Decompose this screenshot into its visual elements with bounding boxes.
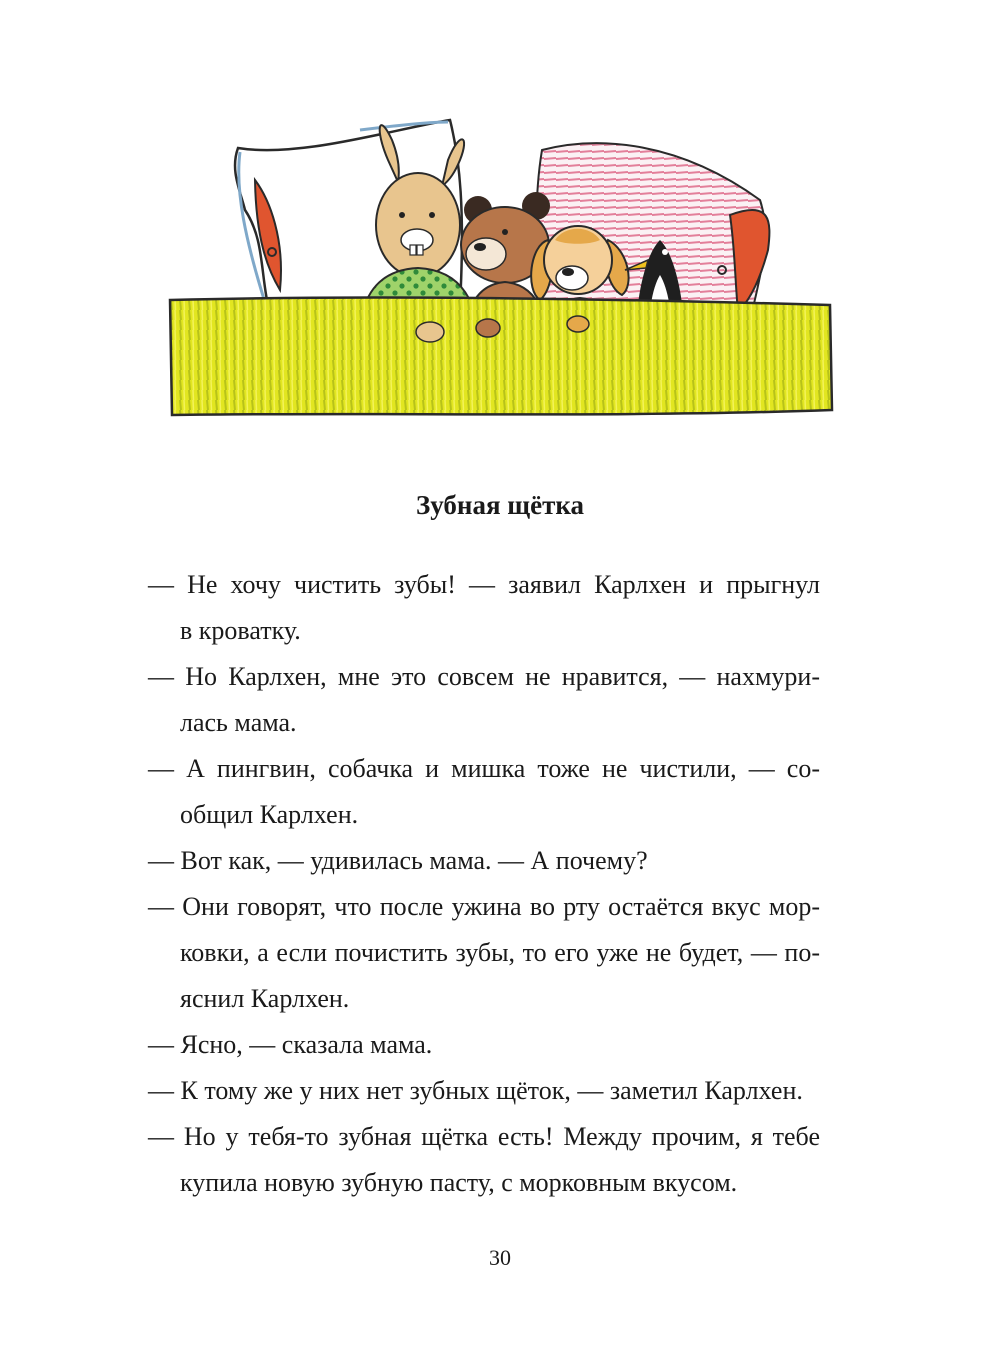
- text-line: ковки, а если почистить зубы, то его уже не будет, — по-: [180, 938, 820, 967]
- paragraph: [148, 654, 820, 746]
- paragraph: [148, 562, 820, 654]
- dog-paw: [567, 316, 589, 332]
- paragraph: [148, 884, 820, 1022]
- text-line: купила новую зубную пасту, с морковным вкусом.: [180, 1168, 738, 1197]
- text-line: — Но Карлхен, мне это совсем не нравится, — нахмури-: [148, 662, 820, 691]
- text-line: лась мама.: [180, 708, 297, 737]
- text-line: — Вот как, — удивилась мама. — А почему?: [148, 846, 648, 875]
- text-line: — К тому же у них нет зубных щёток, — заметил Карлхен.: [148, 1076, 803, 1105]
- text-line: — Ясно, — сказала мама.: [148, 1030, 433, 1059]
- text-line: — Они говорят, что после ужина во рту остаётся вкус мор-: [148, 892, 820, 921]
- text-line: — А пингвин, собачка и мишка тоже не чистили, — со-: [148, 754, 820, 783]
- chapter-title: Зубная щётка: [416, 490, 584, 520]
- text-line: — Не хочу чистить зубы! — заявил Карлхен и прыгнул: [148, 570, 820, 599]
- text-line: яснил Карлхен.: [180, 984, 350, 1013]
- paragraph: [148, 1068, 820, 1114]
- paragraph: [148, 838, 820, 884]
- story-text: [148, 562, 820, 1206]
- text-line: — Но у тебя-то зубная щётка есть! Между прочим, я тебе: [148, 1122, 820, 1151]
- paragraph: [148, 1022, 820, 1068]
- bunny-paw: [416, 322, 444, 342]
- striped-blanket: [170, 298, 832, 415]
- bedtime-illustration: [160, 100, 840, 430]
- page-number: 30: [489, 1245, 511, 1270]
- text-line: общил Карлхен.: [180, 800, 359, 829]
- paragraph: [148, 746, 820, 838]
- text-line: в кроватку.: [180, 616, 301, 645]
- bear-paw: [476, 319, 500, 337]
- paragraph: [148, 1114, 820, 1206]
